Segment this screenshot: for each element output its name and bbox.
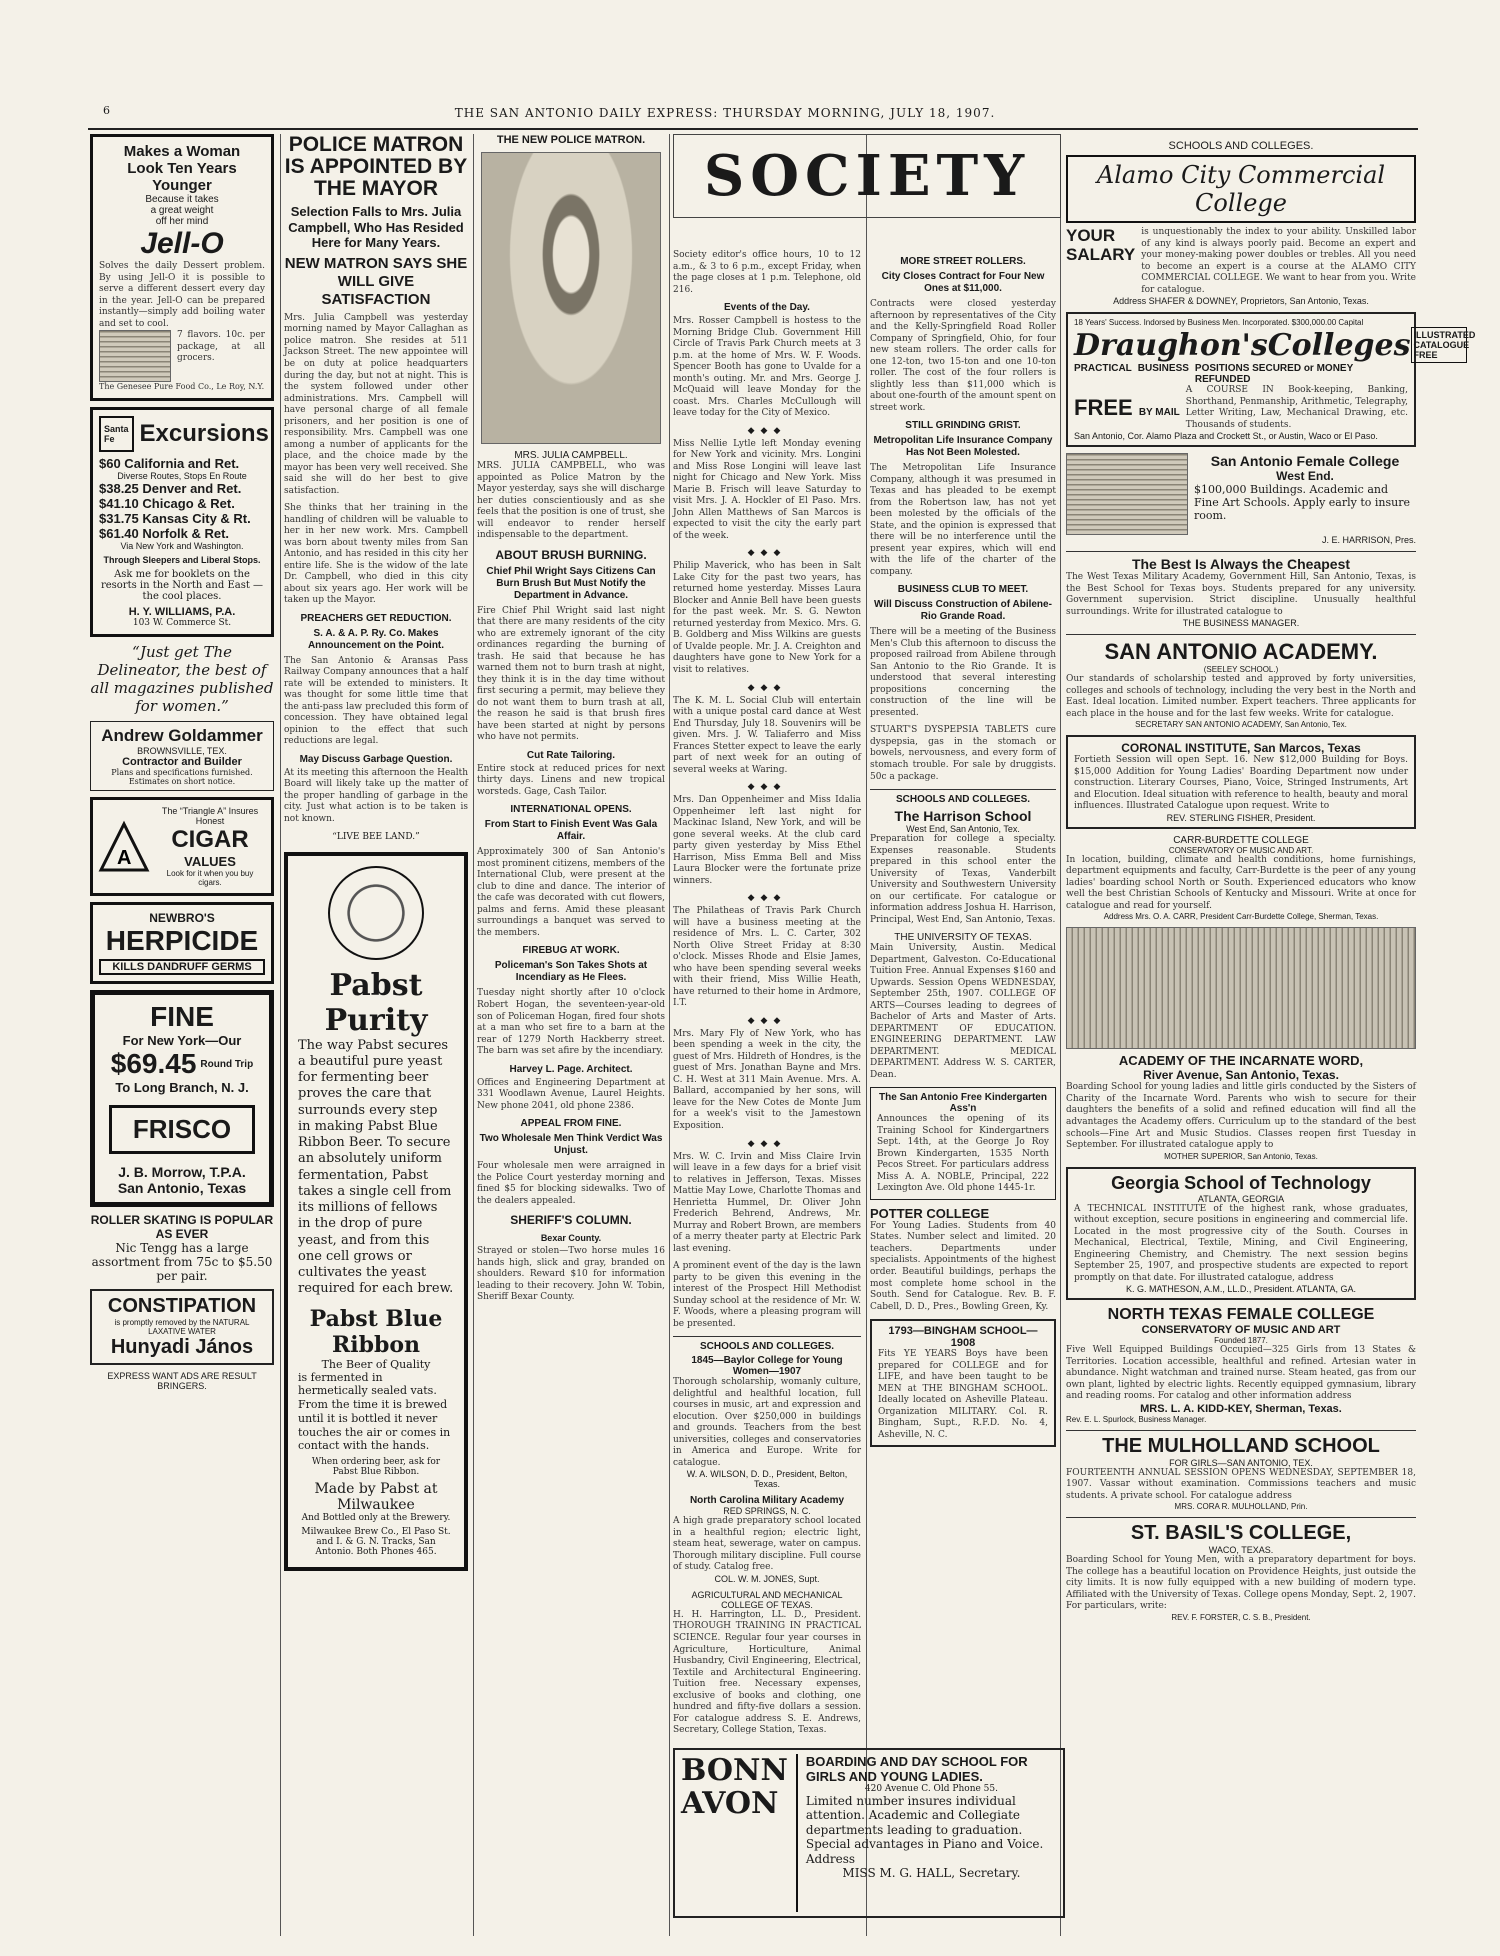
incarnate-title: ACADEMY OF THE INCARNATE WORD, [1118, 1053, 1364, 1069]
rollers-body: Contracts were closed yesterday afternoon by representatives of the City and the Kelly-Springfield Road Roller Company of Springfield, Ohio, for four new steam rollers. The order calls for one 12-ton, two 15-ton and one 10-ton roller. The cost of the four rollers is slightly less than $11,000 which is about one-fourth of the amount spent on street work. [870, 299, 1056, 413]
carr-sub: CONSERVATORY OF MUSIC AND ART. [1168, 845, 1314, 855]
society-notes-7: Mrs. Mary Fly of New York, who has been spending a week in the city, the guest of Mrs. Hildreth of Hondres, is the guest of Mrs. Jonathan Bayne and Mrs. C. H. West at 311 Main Avenue. Mrs. A. Ballard, accompanied by her sons, will leave for the New Cotes de Monte Jum for a week's visit to the Jamestown Exposition. [673, 1028, 861, 1131]
skating-body: Nic Tengg has a large assortment from 75c to $5.50 per pair. [91, 1241, 273, 1284]
jello-tagline-2: a great weight [150, 205, 214, 216]
preachers-deck: S. A. & A. P. Ry. Co. Makes Announcement on the Point. [307, 627, 445, 651]
female-college-sub: West End. [1276, 469, 1334, 484]
bonn-avon-body: Limited number insures individual attention. Academic and Collegiate departments leading to graduation. Special advantages in Piano and Voice. Address [805, 1794, 1044, 1866]
baylor-ad [673, 1355, 861, 1489]
mulholland-school-ad [1066, 1430, 1416, 1512]
separator: ◆◆◆ [747, 548, 787, 559]
brush-burning-headline: ABOUT BRUSH BURNING. [495, 547, 647, 562]
frisco-fine: FINE [150, 1001, 214, 1033]
tailoring-headline: Cut Rate Tailoring. [526, 749, 616, 761]
san-antonio-academy-ad [1066, 634, 1416, 729]
draughon-ad [1066, 312, 1476, 447]
santa-fe-logo: Santa Fe [99, 416, 134, 452]
georgia-tech-ad [1066, 1167, 1416, 1301]
san-antonio-academy-body: Our standards of scholarship tested and approved by forty universities, colleges and schools of technology, including the very best in the North and East. Ideal location. Limited number. Expert teachers. Three applicants for each place in the house and for the last few weeks. Write for catalogue. [1066, 674, 1416, 719]
coronal-institute-ad [1066, 735, 1416, 829]
georgia-title: Georgia School of Technology [1111, 1172, 1371, 1193]
appeal-deck: Two Wholesale Men Think Verdict Was Unjust. [479, 1133, 663, 1157]
incarnate-body: Boarding School for young ladies and little girls conducted by the Sisters of Charity of the Incarnate Word. Parents who wish to secure for their daughters the benefits of a solid and refined education will find all the advantages the Academy offers. Curriculum up to the standard of the best schools—Fine Art and Music Studios. Classes reopen first Tuesday in September. For illustrated catalogue apply to [1066, 1082, 1416, 1151]
pabst-dealer: Milwaukee Brew Co., El Paso St. and I. & G. N. Tracks, San Antonio. Both Phones 465. [301, 1527, 451, 1558]
goldammer-note: Plans and specifications furnished. Estimates on short notice. [111, 768, 253, 787]
pabst-body-2: is fermented in hermetically sealed vats. From the time it is brewed until it is bottled it never touches the air or comes in contact with the hands. [298, 1370, 451, 1453]
draughon-bymail: BY MAIL [1138, 407, 1180, 419]
appeal-body: Four wholesale men were arraigned in the Police Court yesterday morning and fined $5 for blocking sidewalks. Two of the dealers appealed. [477, 1161, 665, 1206]
excursion-fare-1: $60 California and Ret. [99, 456, 240, 472]
column-news-3 [477, 134, 665, 1936]
excursion-fare-5: $61.40 Norfolk & Ret. [99, 526, 230, 542]
sheriff-body: Strayed or stolen—Two horse mules 16 hands high, slick and gray, branded on shoulders. Reward $10 for information leading to their recovery. John W. Tobin, Sheriff Bexar County. [477, 1246, 665, 1303]
alamo-title: Alamo City Commercial College [1066, 155, 1416, 223]
female-college-title: San Antonio Female College [1210, 453, 1400, 470]
excursion-agent: H. Y. WILLIAMS, P.A. [128, 606, 236, 619]
separator: ◆◆◆ [747, 1138, 787, 1149]
garbage-headline: May Discuss Garbage Question. [299, 753, 453, 765]
draughon-free: FREE [1074, 395, 1133, 421]
svg-text:A: A [117, 846, 132, 869]
potter-college-ad [870, 1206, 1056, 1313]
column-society [673, 250, 861, 1936]
appeal-headline: APPEAL FROM FINE. [520, 1118, 622, 1130]
wtma-title: The Best Is Always the Cheapest [1131, 556, 1351, 573]
bonn-avon-address: 420 Avenue C. Old Phone 55. [864, 1784, 998, 1794]
hunyadi-title: CONSTIPATION [107, 1295, 257, 1318]
column-news-2 [284, 134, 468, 1936]
architect-body: Offices and Engineering Department at 331 Woodlawn Avenue, Laurel Heights. New phone 2041, old phone 2386. [477, 1077, 665, 1111]
wtma-body: The West Texas Military Academy, Government Hill, San Antonio, Texas, is the Best School for Texas boys. Students prepared for any university. Government supervision. Strict discipline. Unusually healthful surroundings. Write for illustrated catalogue to [1066, 572, 1416, 617]
police-matron-body: Mrs. Julia Campbell was yesterday morning named by Mayor Callaghan as police matron. She resides at 511 Jackson Street. The new appointee will be on duty at police headquarters during the day, but not at night. This is the system followed under other administrations. Mrs. Campbell will have personal charge of all female prisoners, and her position is one of responsibility. Mrs. Campbell was one among a number of applicants for the place, and the choice made by the mayor has been very well received. She said she will do her best to give satisfaction. [284, 312, 468, 496]
harrison-address: West End, San Antonio, Tex. [906, 824, 1020, 835]
herpicide-kills: KILLS DANDRUFF GERMS [99, 959, 265, 975]
a-and-m-title: AGRICULTURAL AND MECHANICAL COLLEGE OF TEXAS. [691, 1589, 843, 1610]
frisco-price: $69.45 [110, 1048, 197, 1080]
hunyadi-brand: Hunyadi János [110, 1336, 254, 1359]
mulholland-sub: FOR GIRLS—SAN ANTONIO, TEX. [1169, 1457, 1313, 1468]
draughon-title: Draughon's [1074, 327, 1268, 363]
society-title: SOCIETY [673, 134, 1061, 218]
society-notes-1: Mrs. Rosser Campbell is hostess to the Morning Bridge Club. Government Hill Circle of Travis Park Church meets at 3 p.m. at the home of Mrs. W. F. Woods. Spencer Booth has gone to Uvalde for a month's outing. Mr. and Mrs. George J. McQuaid will leave Monday for the coast. Mrs. Charles McCullough will leave today for the City of Mexico. [673, 316, 861, 419]
cigar-look: Look for it when you buy cigars. [166, 869, 254, 888]
st-basils-body: Boarding School for Young Men, with a preparatory department for boys. The college has a beautiful location on Providence Heights, just outside the city limits. It is now fully equipped with a new building of modern type. Affiliated with the University of Texas. College opens Monday, Sept. 2, 1907. For particulars, write: [1066, 1555, 1416, 1612]
frisco-round: Round Trip [200, 1058, 254, 1070]
draughon-sign: San Antonio, Cor. Alamo Plaza and Crockett St., or Austin, Waco or El Paso. [1074, 431, 1378, 442]
frisco-agent: J. B. Morrow, T.P.A. [118, 1164, 246, 1181]
excursion-fare-2: $38.25 Denver and Ret. [99, 481, 242, 497]
column-ads-left [90, 134, 274, 1936]
academy-building-illustration [1066, 927, 1416, 1049]
sheriff-sub: Bexar County. [540, 1233, 602, 1244]
column-news-5 [870, 250, 1056, 1936]
bonn-avon-ad [673, 1748, 1065, 1918]
police-matron-deck-2: NEW MATRON SAYS SHE WILL GIVE SATISFACTION [284, 254, 468, 308]
alamo-salary: SALARY [1066, 244, 1136, 264]
harrison-body: Preparation for college a specialty. Expenses reasonable. Students prepared in this school enter the University of Texas, Vanderbilt University and Southwestern University on our certificate. For catalogue or information address Joshua H. Harrison, Principal, West End, San Antonio, Texas. [870, 834, 1056, 925]
society-notes-6: The Philatheas of Travis Park Church will have a business meeting at the residence of Mrs. L. C. Carter, 302 North Olive Street Friday at 8:30 o'clock. Misses Rhode and Elsie James, who have been spending several weeks with their friend, Miss Willie Heath, have returned to their home in Ardmore, I.T. [673, 906, 861, 1009]
cigar-big: CIGAR [171, 826, 249, 854]
separator: ◆◆◆ [747, 1015, 787, 1026]
north-texas-founded: Founded 1877. [1214, 1336, 1268, 1346]
events-headline: Events of the Day. [724, 302, 810, 314]
north-texas-body: Five Well Equipped Buildings Occupied—325 Girls from 13 States & Territories. Location accessible, healthful and refined. Artesian water in abundance. Night watchman and trained nurse. Steam heated, gas from our own plant, lighted by electric lights. Recently equipped gymnasium, library and reading rooms. For catalog and other information address [1066, 1345, 1416, 1402]
coronal-sign: REV. STERLING FISHER, President. [1166, 812, 1316, 823]
potter-title: POTTER COLLEGE [870, 1205, 990, 1221]
a-and-m-body: H. H. Harrington, LL. D., President. THOROUGH TRAINING IN PRACTICAL SCIENCE. Regular four year courses in Agriculture, Horticulture, Animal Husbandry, Civil Engineering, Electrical, Textile and Architectural Engineering. Tuition free. Necessary expenses, exclusive of books and clothing, one hundred and fifty-five dollars a session. For catalogue address S. E. Andrews, Secretary, College Station, Texas. [673, 1609, 861, 1736]
coronal-title: CORONAL INSTITUTE, San Marcos, Texas [1121, 741, 1361, 756]
column-schools-right [1066, 134, 1476, 1936]
separator: ◆◆◆ [747, 425, 787, 436]
goldammer-name: Andrew Goldammer [101, 726, 263, 746]
separator: ◆◆◆ [747, 893, 787, 904]
society-notes-5: Mrs. Dan Oppenheimer and Miss Idalia Oppenheimer left last night for Mackinac Island, New York, and will be gone several weeks. At the club card party given yesterday by Miss Ethel Harrison, Miss Emma Bell and Miss Laura Blocker were the fortunate prize winners. [673, 795, 861, 886]
society-notes-3: Philip Maverick, who has been in Salt Lake City for the past two years, has returned home yesterday. Misses Laura Blocker and Annie Bell have been guests for the past week. Mr. S. G. Newton returned yesterday from Mexico. Mrs. G. B. Goldberg and Miss Wilkins are guests of Uvalde people. Mr. J. A. Creighton and daughters have gone to New York for a visit to relatives. [673, 561, 861, 675]
goldammer-ad [90, 721, 274, 791]
carr-sign: Address Mrs. O. A. CARR, President Carr-Burdette College, Sherman, Texas. [1103, 912, 1379, 922]
grist-body: The Metropolitan Life Insurance Company, although it was presumed in Texas and has pleaded to be exempt from the Robertson law, has not yet been molested by the officials of the State, and the opinion is expressed that there will be no interference until the present year expires, which will end with the life of the charter of the company. [870, 463, 1056, 577]
mulholland-body: FOURTEENTH ANNUAL SESSION OPENS WEDNESDAY, SEPTEMBER 18, 1907. Vassar without examination. Commissions teachers and music students. A private school. For catalogue address [1066, 1467, 1416, 1501]
international-deck: From Start to Finish Event Was Gala Affair. [484, 819, 658, 843]
grist-deck: Metropolitan Life Insurance Company Has Not Been Molested. [873, 435, 1053, 459]
incarnate-sign: MOTHER SUPERIOR, San Antonio, Texas. [1164, 1151, 1318, 1161]
draughon-practical: PRACTICAL [1074, 363, 1132, 375]
ncma-sign: COL. W. M. JONES, Supt. [714, 1573, 820, 1584]
international-headline: INTERNATIONAL OPENS. [510, 804, 632, 816]
harrison-school-ad [870, 808, 1056, 926]
frisco-city: San Antonio, Texas [117, 1180, 247, 1197]
draughon-positions: POSITIONS SECURED or MONEY REFUNDED [1194, 363, 1354, 386]
hunyadi-text: is promptly removed by the NATURAL LAXATIVE WATER [114, 1318, 250, 1337]
ut-body: Main University, Austin. Medical Department, Galveston. Co-Educational Tuition Free. Annual Expenses $160 and Upwards. Session Opens WEDNESDAY, September 25th, 1907. COLLEGE OF ARTS—Courses leading to degrees of Bachelor of Arts and Master of Arts. DEPARTMENT OF EDUCATION. ENGINEERING DEPARTMENT. LAW DEPARTMENT. MEDICAL DEPARTMENT. Address W. S. CARTER, Dean. [870, 943, 1056, 1080]
kindergarten-ad [870, 1087, 1056, 1200]
stuart-ad: STUART'S DYSPEPSIA TABLETS cure dyspepsia, gas in the stomach or bowels, nervousness, and every form of stomach trouble. For sale by druggists. 50c a package. [870, 725, 1056, 782]
photo-caption: MRS. JULIA CAMPBELL. [514, 450, 628, 461]
rollers-deck: City Closes Contract for Four New Ones at $11,000. [881, 271, 1045, 294]
matron-summary: MRS. JULIA CAMPBELL, who was appointed as Police Matron by the Mayor yesterday, says she will discharge her duties conscientiously and as she feels that the position is one of trust, she will endeavor to render herself indispensable to the department. [477, 461, 665, 541]
alamo-your: YOUR [1066, 226, 1116, 245]
female-college-ad [1066, 453, 1416, 545]
pabst-body: The way Pabst secures a beautiful pure yeast for fermenting beer proves the care that surrounds every step in making Pabst Blue Ribbon Beer. To secure an absolutely uniform fermentation, Pabst takes a single cell from its millions of fellows in the drop of pure yeast, and from this one cell grows or cultivates the yeast required for each brew. [298, 1037, 454, 1297]
frisco-for: For New York—Our [122, 1033, 242, 1049]
university-of-texas-ad [870, 932, 1056, 1081]
san-antonio-academy-title: SAN ANTONIO ACADEMY. [1104, 639, 1378, 665]
mulholland-title: THE MULHOLLAND SCHOOL [1102, 1434, 1380, 1457]
baylor-body: Thorough scholarship, womanly culture, delightful and healthful location, full courses in music, art and expression and elocution. Over $250,000 in buildings and grounds. Teachers from the best universities, colleges and conservatories in America and Europe. Write for catalogue. [673, 1377, 861, 1468]
grist-headline: STILL GRINDING GRIST. [905, 420, 1021, 432]
baylor-title: 1845—Baylor College for Young Women—1907 [691, 1355, 843, 1378]
georgia-city: ATLANTA, GEORGIA [1197, 1193, 1285, 1204]
delineator-ad: “Just get The Delineator, the best of all magazines published for women.” [90, 643, 274, 716]
society-notes-9: A prominent event of the day is the lawn party to be given this evening in the interest of the Prospect Hill Methodist Sunday school at the residence of Mr. W. F. Woods, where a pleasing program will be presented. [673, 1261, 861, 1329]
ncma-ad [673, 1495, 861, 1584]
pabst-bottled: And Bottled only at the Brewery. [301, 1513, 451, 1524]
north-texas-sub: CONSERVATORY OF MUSIC AND ART [1141, 1324, 1341, 1337]
ncma-body: A high grade preparatory school located in a healthful region; electric light, steam heat, sewerage, water on campus. Thorough military discipline. Full course of study. Catalog free. [673, 1516, 861, 1573]
bonn-avon-name-1: BONN [681, 1753, 788, 1788]
preachers-headline: PREACHERS GET REDUCTION. [300, 612, 452, 624]
jello-brand: Jell-O [140, 227, 224, 260]
international-body: Approximately 300 of San Antonio's most prominent citizens, members of the International Club, were present at the club to dine and dance. The interior of the cafe was decorated with cut flowers, palms and ferns. Amid these pleasant surroundings a banquet was served to the members. [477, 847, 665, 938]
potter-body: For Young Ladies. Students from 40 States. Number select and limited. 20 teachers. Departments under specialists. Appointments of the highest order. Beautiful buildings, perhaps the most complete home school in the South. Send for Catalogue. Rev. B. F. Cabell, D. D., Pres., Bowling Green, Ky. [870, 1220, 1056, 1312]
st-basils-city: WACO, TEXAS. [1208, 1545, 1274, 1556]
portrait-photo [481, 152, 661, 444]
bonn-avon-name-2: AVON [681, 1786, 779, 1821]
mulholland-sign: MRS. CORA R. MULHOLLAND, Prin. [1174, 1502, 1308, 1512]
business-club-headline: BUSINESS CLUB TO MEET. [897, 584, 1029, 596]
schools-headline: SCHOOLS AND COLLEGES. [673, 1336, 861, 1352]
north-texas-female-college-ad [1066, 1306, 1416, 1424]
police-matron-headline: POLICE MATRON IS APPOINTED BY THE MAYOR [284, 133, 468, 201]
jello-headline-3: Younger [152, 177, 212, 194]
bingham-school-ad [870, 1319, 1056, 1447]
carr-body: In location, building, climate and health conditions, home furnishings, department equipments and faculty, Carr-Burdette is the peer of any young ladies' boarding school North or South. Experienced educators who know well the best Christian Schools of Kentucky and Missouri. Write at once for catalogue and read for yourself. [1066, 854, 1416, 911]
bingham-title: 1793—BINGHAM SCHOOL—1908 [888, 1325, 1038, 1350]
incarnate-word-ad [1066, 927, 1416, 1160]
business-club-body: There will be a meeting of the Business Men's Club this afternoon to discuss the proposed railroad from Abilene through San Antonio to the Rio Grande. It is understood that several interesting propositions concerning the construction of the line will be presented. [870, 627, 1056, 718]
live-bee-land: “LIVE BEE LAND.” [332, 831, 420, 842]
wtma-ad [1066, 551, 1416, 628]
society-intro: Society editor's office hours, 10 to 12 a.m., & 3 to 6 p.m., except Friday, when the page closes at 1 p.m. Telephone, old 216. [673, 250, 861, 295]
coronal-body: Fortieth Session will open Sept. 16. New $12,000 Building for Boys. $15,000 Addition for Young Ladies' Boarding Department now under construction. Literary Courses, Piano, Voice, Stringed Instruments, Art and Elocution. Ideal situation with reference to health, beauty and moral influences. Illustrated Catalogue upon request. Write to [1074, 755, 1408, 812]
incarnate-sub: River Avenue, San Antonio, Texas. [1143, 1068, 1339, 1083]
herpicide-ad [90, 902, 274, 984]
excursion-address: 103 W. Commerce St. [132, 618, 232, 629]
triangle-a-icon [99, 822, 149, 872]
excursion-via: Via New York and Washington. [120, 541, 244, 552]
alamo-sign: Address SHAFER & DOWNEY, Proprietors, San Antonio, Texas. [1113, 296, 1369, 307]
female-college-body: $100,000 Buildings. Academic and Fine Art Schools. Apply early to insure room. [1194, 483, 1410, 523]
triangle-a-cigar-ad [90, 797, 274, 896]
excursion-ask: Ask me for booklets on the resorts in the North and East —the cool places. [100, 569, 264, 603]
society-notes-4: The K. M. L. Social Club will entertain with a unique postal card dance at West End Thursday, July 18. Souvenirs will be given. Mrs. J. W. Taliaferro and Miss Frances Stetter expect to leave the early part of next week for an outing of several weeks at Waring. [673, 695, 861, 775]
jello-body: Solves the daily Dessert problem. By using Jell-O it is possible to serve a different dessert every day in the year. Jell-O can be prepared instantly—simply add boiling water and set to cool. [99, 261, 265, 329]
pabst-order: When ordering beer, ask for Pabst Blue Ribbon. [311, 1457, 441, 1478]
pabst-made: Made by Pabst at Milwaukee [314, 1481, 438, 1514]
preachers-body: The San Antonio & Aransas Pass Railway Company announces that a half rate will be extended to ministers. It was thought for some little time that the anti-pass law precluded this form of concession. They have obtained legal opinion to the effect that such reductions are legal. [284, 655, 468, 747]
san-antonio-academy-sign: SECRETARY SAN ANTONIO ACADEMY, San Antonio, Tex. [1135, 720, 1347, 730]
female-college-sign: J. E. HARRISON, Pres. [1321, 535, 1416, 546]
excursion-sleepers: Through Sleepers and Liberal Stops. [103, 555, 261, 566]
pabst-logo-icon [328, 866, 424, 960]
photo-title: THE NEW POLICE MATRON. [496, 134, 646, 146]
frisco-ad [90, 990, 274, 1207]
draughon-business: BUSINESS [1137, 363, 1189, 375]
roller-skating-ad [90, 1213, 274, 1283]
cigar-brand: The “Triangle A” Insures Honest [161, 806, 259, 827]
brush-burning-body: Fire Chief Phil Wright said last night that there are many residents of the city who are extremely ignorant of the city ordinances regarding the burning of trash. He said that because he has warned them not to burn trash at night, they think it is in the day time without first securing a permit, may believe they do not want them to burn trash at all, the reason he said is that brush fires have been started at night by persons who have not permits. [477, 605, 665, 743]
jello-tagline-3: off her mind [155, 216, 209, 227]
alamo-college-ad [1066, 155, 1416, 306]
excursions-title: Excursions [139, 420, 269, 448]
schools-headline-3: SCHOOLS AND COLLEGES. [1168, 140, 1314, 152]
society-banner [673, 134, 1061, 244]
separator: ◆◆◆ [747, 782, 787, 793]
skating-title: ROLLER SKATING IS POPULAR AS EVER [90, 1213, 274, 1242]
police-matron-deck: Selection Falls to Mrs. Julia Campbell, Who Has Resided Here for Many Years. [288, 204, 464, 251]
column-divider [1060, 134, 1061, 1936]
column-divider [280, 134, 281, 1936]
ncma-title: North Carolina Military Academy [689, 1495, 845, 1507]
ncma-city: RED SPRINGS, N. C. [723, 1506, 811, 1517]
georgia-sign: K. G. MATHESON, A.M., LL.D., President. ATLANTA, GA. [1125, 1284, 1357, 1295]
goldammer-trade: Contractor and Builder [122, 756, 242, 769]
tailoring-body: Entire stock at reduced prices for next thirty days. Linens and new tropical worsteds. Gage, Cash Tailor. [477, 763, 665, 797]
page-number: 6 [103, 104, 110, 117]
kindergarten-body: Announces the opening of its Training School for Kindergartners Sept. 14th, at the George Jo Roy Brown Kindergarten, 1535 North Pecos Street. For particulars address Miss A. A. NOBLE, Principal, 222 Lexington Ave. Old phone 1445-1r. [877, 1114, 1049, 1194]
separator: ◆◆◆ [747, 682, 787, 693]
bonn-avon-sign: MISS M. G. HALL, Secretary. [842, 1865, 1021, 1880]
ut-title: THE UNIVERSITY OF TEXAS. [894, 932, 1032, 944]
draughon-top: 18 Years' Success. Indorsed by Business Men. Incorporated. $300,000.00 Capital [1074, 318, 1364, 328]
north-texas-sign: MRS. L. A. KIDD-KEY, Sherman, Texas. [1140, 1402, 1342, 1415]
frisco-to: To Long Branch, N. J. [115, 1080, 249, 1096]
carr-title: CARR-BURDETTE COLLEGE [1173, 834, 1309, 846]
cigar-values: VALUES [184, 854, 236, 870]
st-basils-college-ad [1066, 1517, 1416, 1622]
business-club-deck: Will Discuss Construction of Abilene-Rio Grande Road. [874, 599, 1052, 623]
masthead-rule [88, 128, 1418, 130]
jello-company: The Genesee Pure Food Co., Le Roy, N.Y. [99, 382, 265, 392]
hunyadi-ad [90, 1289, 274, 1365]
college-building-illustration [1066, 453, 1188, 535]
alamo-body: is unquestionably the index to your ability. Unskilled labor of any kind is always poorly paid. Become an expert and your money-making power doubles or trebles. All you need to become an expert is a course at the ALAMO CITY COMMERCIAL COLLEGE. We want to hear from you. Write for catalogue. [1141, 227, 1416, 295]
architect-headline: Harvey L. Page. Architect. [509, 1063, 633, 1075]
column-divider [669, 134, 670, 1936]
north-texas-title: NORTH TEXAS FEMALE COLLEGE [1107, 1306, 1375, 1324]
excursion-routes: Diverse Routes, Stops En Route [117, 471, 247, 482]
jello-headline-2: Look Ten Years [127, 160, 237, 177]
jello-flavors: 7 flavors. 10c. per package, at all grocers. [177, 330, 265, 364]
frisco-logo: FRISCO [109, 1105, 255, 1154]
jello-package-illustration [99, 330, 171, 382]
garbage-body: At its meeting this afternoon the Health Board will likely take up the matter of the proper handling of garbage in the city. Just what action is to be taken is not known. [284, 767, 468, 824]
masthead-title: THE SAN ANTONIO DAILY EXPRESS: THURSDAY MORNING, JULY 18, 1907. [454, 106, 996, 120]
excursion-fare-3: $41.10 Chicago & Ret. [99, 496, 235, 512]
jello-ad [90, 134, 274, 401]
st-basils-sign: REV. F. FORSTER, C. S. B., President. [1171, 1612, 1311, 1622]
carr-burdette-ad [1066, 835, 1416, 922]
firebug-deck: Policeman's Son Takes Shots at Incendiary as He Flees. [494, 960, 648, 984]
kindergarten-title: The San Antonio Free Kindergarten Ass'n [879, 1092, 1047, 1115]
herpicide-top: NEWBRO'S [149, 911, 215, 926]
pabst-quality: The Beer of Quality [321, 1357, 431, 1371]
wtma-sign: THE BUSINESS MANAGER. [1182, 618, 1300, 629]
draughon-colleges: Colleges [1267, 327, 1411, 363]
excursion-fare-4: $31.75 Kansas City & Rt. [99, 511, 251, 527]
baylor-sign: W. A. WILSON, D. D., President, Belton, Texas. [686, 1469, 848, 1490]
pabst-title: Pabst Purity [324, 967, 428, 1038]
jello-tagline-1: Because it takes [145, 194, 219, 205]
firebug-headline: FIREBUG AT WORK. [522, 945, 620, 957]
georgia-body: A TECHNICAL INSTITUTE of the highest rank, whose graduates, without exception, secure positions in engineering and commercial life. Located in the most progressive city of the South. Courses in Mechanical, Electrical, Textile, Mining, and Civil Engineering, Engineering Chemistry, and Chemistry. The next session begins September 25, 1907, and prospective students are expected to report promptly on that date. For illustrated catalogue, address [1074, 1203, 1408, 1283]
a-and-m-ad [673, 1590, 861, 1737]
pabst-title-2: Pabst Blue Ribbon [309, 1305, 443, 1358]
schools-headline-2: SCHOOLS AND COLLEGES. [870, 789, 1056, 805]
north-texas-rev: Rev. E. L. Spurlock, Business Manager. [1066, 1414, 1207, 1424]
column-divider [866, 134, 867, 1936]
police-matron-body-2: She thinks that her training in the handling of children will be valuable to her in her new work. Mrs. Campbell was born about twenty miles from San Antonio, and has resided in this city her entire life. She is the widow of the late Dr. Campbell, who died in this city about six years ago. Her work will be taken up the Mayor. [284, 503, 468, 606]
society-notes-2: Miss Nellie Lytle left Monday evening for New York and vicinity. Mrs. Longini and Miss Rose Longini will leave last night for Chicago and New York. Miss Marie B. Frisch will leave Saturday to visit Mrs. J. A. Hockler of El Paso. Mrs. John Allen Matthews of San Marcos is expected to visit the city the early part of the week. [673, 438, 861, 541]
san-antonio-academy-sub: (SEELEY SCHOOL.) [1203, 665, 1279, 675]
harrison-title: The Harrison School [894, 808, 1032, 825]
pabst-ad [284, 852, 468, 1572]
herpicide-name: HERPICIDE [105, 925, 259, 957]
want-ads-note: EXPRESS WANT ADS ARE RESULT BRINGERS. [107, 1371, 257, 1392]
society-notes-8: Mrs. W. C. Irvin and Miss Claire Irvin will leave in a few days for a brief visit to relatives in Jefferson, Texas. Misses Mattie May Lowe, Charlotte Thomas and Henrietta Hummel, Dr. Oliver John Frederich Behrend, Andrews, Mr. Murray and Robert Brown, are members of a merry theater party at Electric Park last evening. [673, 1151, 861, 1254]
bonn-avon-title: BOARDING AND DAY SCHOOL FOR GIRLS AND YOUNG LADIES. [805, 1754, 1028, 1784]
firebug-body: Tuesday night shortly after 10 o'clock Robert Hogan, the seventeen-year-old son of Policeman Hogan, fired four shots at a man who set fire to a barn at the rear of 1279 North Hackberry street. The barn was set afire by the incendiary. [477, 988, 665, 1057]
jello-headline-1: Makes a Woman [123, 143, 241, 160]
sheriff-headline: SHERIFF'S COLUMN. [510, 1213, 632, 1228]
goldammer-city: BROWNSVILLE, TEX. [137, 746, 227, 757]
bingham-body: Fits YE YEARS Boys have been prepared for COLLEGE and for LIFE, and have been taught to be MEN at THE BINGHAM SCHOOL. Ideally located on Asheville Plateau. Organization MILITARY. Col. R. Bingham, Supt., R.F.D. No. 4, Asheville, N. C. [878, 1349, 1048, 1440]
draughon-catalogue: ILLUSTRATED CATALOGUE FREE [1411, 327, 1467, 363]
rollers-headline: MORE STREET ROLLERS. [900, 256, 1026, 267]
draughon-body: A COURSE IN Book-keeping, Banking, Shorthand, Penmanship, Arithmetic, Telegraphy, Letter Writing, Law, Mechanical Drawing, etc. Thousands of students. [1185, 385, 1408, 430]
st-basils-title: ST. BASIL'S COLLEGE, [1130, 1522, 1352, 1545]
brush-burning-deck: Chief Phil Wright Says Citizens Can Burn Brush But Must Notify the Department in Advance. [486, 565, 656, 601]
santa-fe-excursions-ad [90, 407, 274, 637]
column-divider [473, 134, 474, 1936]
